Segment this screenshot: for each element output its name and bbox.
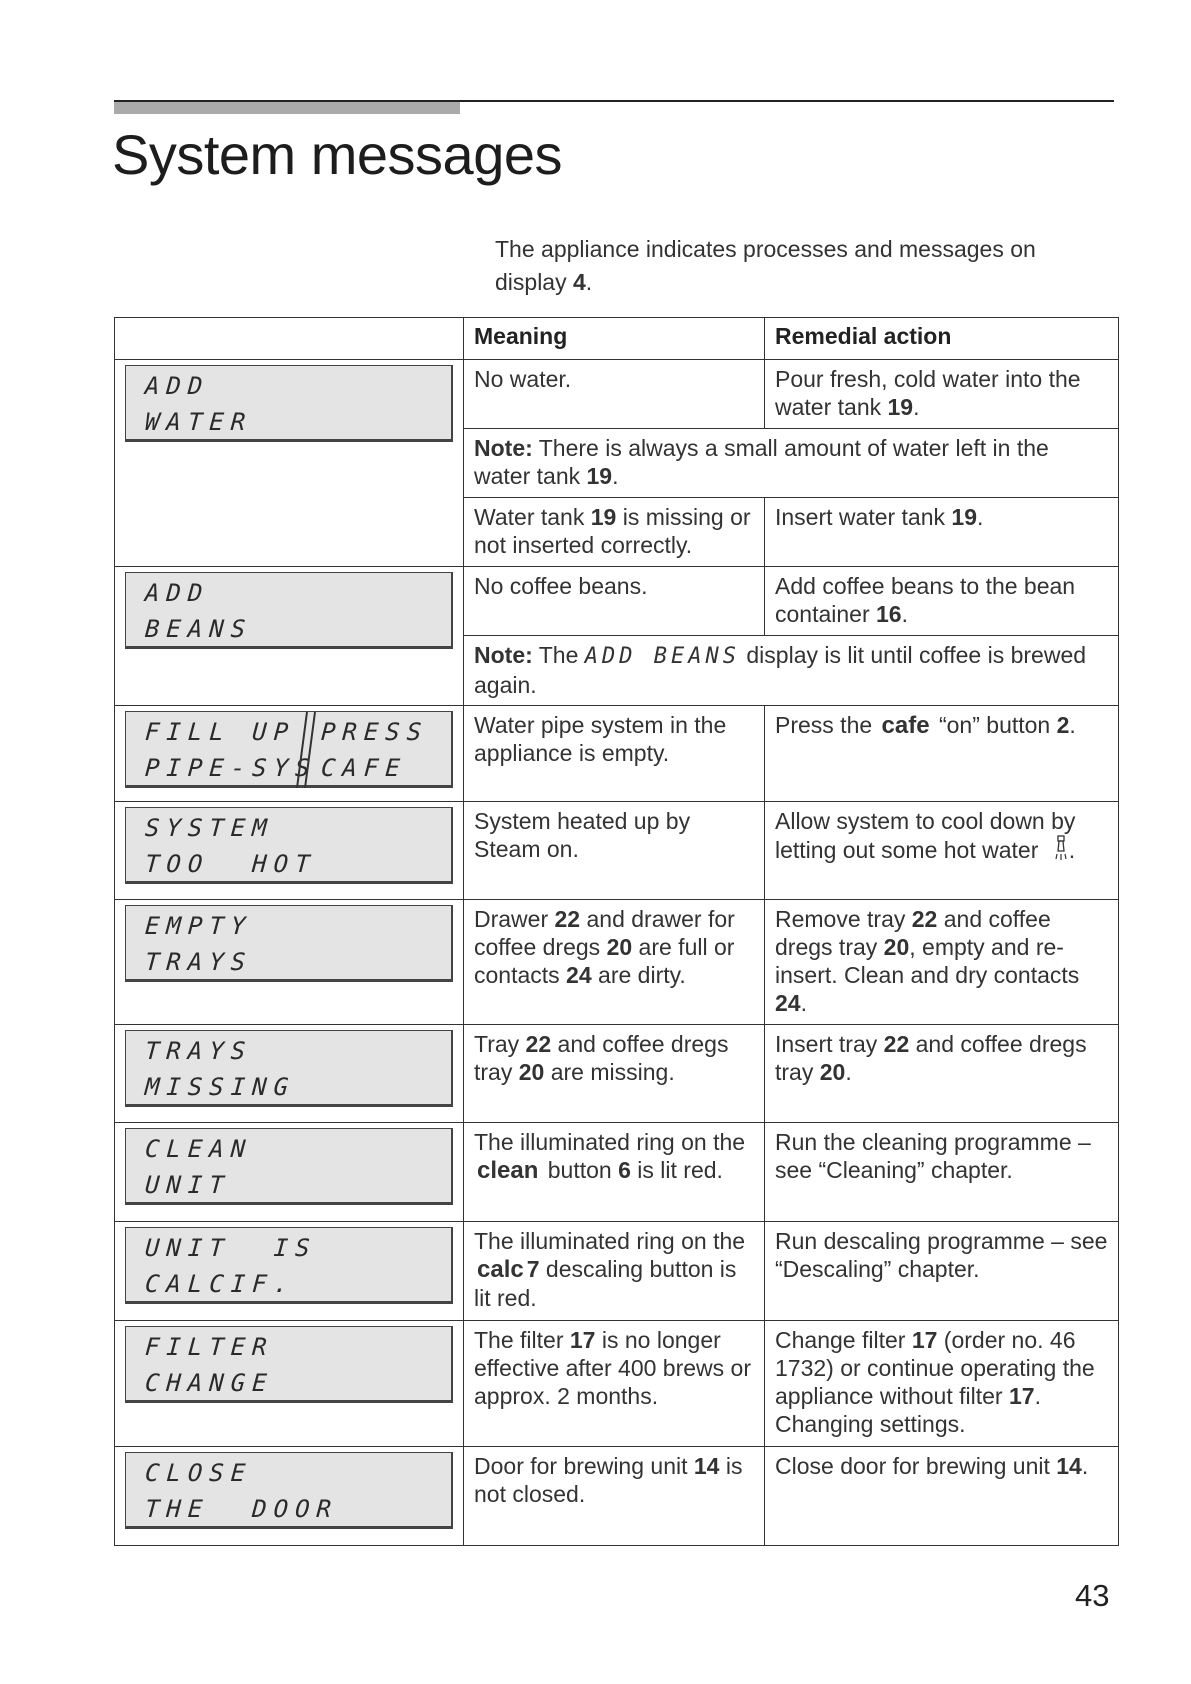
meaning-text: Drawer — [474, 906, 555, 932]
meaning-cell — [464, 1025, 765, 1123]
remedy-text: Insert water tank — [775, 504, 952, 530]
meaning-text: Water tank — [474, 504, 591, 530]
lcd-line-1: CLOSE — [144, 1459, 254, 1487]
note-label: Note: — [474, 642, 533, 668]
intro-text-body: The appliance indicates processes and messages on display — [495, 236, 1036, 295]
meaning-text: Water pipe system in the appliance is empty. — [474, 712, 727, 766]
remedy-text-mid: , empty and re-insert. Clean and dry contacts — [775, 934, 1080, 988]
lcd-display-clean-unit — [125, 1128, 453, 1205]
display-cell — [115, 802, 464, 900]
meaning-cell — [464, 498, 765, 567]
intro-display-ref: 4 — [572, 269, 586, 295]
remedy-cell — [765, 360, 1119, 429]
ref-number: 17 — [569, 1327, 596, 1353]
meaning-text-end: is not closed. — [474, 1453, 743, 1507]
note-text-end: display is lit until coffee is brewed again. — [474, 642, 1087, 698]
meaning-cell — [464, 567, 765, 636]
ref-number: 6 — [618, 1157, 631, 1183]
clean-button-label: clean — [477, 1157, 539, 1184]
meaning-cell — [464, 706, 765, 802]
display-cell — [115, 360, 464, 567]
table-row — [115, 567, 1119, 636]
ref-number: 22 — [525, 1031, 552, 1057]
meaning-cell — [464, 360, 765, 429]
ref-number: 24 — [566, 962, 592, 988]
meaning-text-end: is lit red. — [630, 1157, 723, 1183]
remedy-text-mid: (order no. 46 1732) or continue operating the appliance without filter — [775, 1327, 1095, 1409]
lcd-display-trays-missing — [125, 1030, 453, 1107]
table-row — [115, 1123, 1119, 1222]
lcd-display-empty-trays — [125, 905, 453, 982]
ref-number: 24 — [775, 990, 801, 1016]
display-cell — [115, 567, 464, 706]
meaning-cell — [464, 1321, 765, 1447]
meaning-text-mid: and coffee dregs tray — [474, 1031, 729, 1085]
meaning-text-end: descaling button is lit red. — [474, 1256, 737, 1311]
cafe-button-label: cafe — [881, 712, 930, 739]
lcd-display-fill-up — [125, 711, 453, 788]
lcd-line-2-right: CAFE — [320, 754, 408, 782]
ref-number: 19 — [887, 394, 914, 420]
display-cell — [115, 900, 464, 1025]
ref-number: 14 — [1056, 1453, 1082, 1479]
remedy-text-end: . — [800, 990, 807, 1016]
remedy-cell — [765, 706, 1119, 802]
ref-number: 14 — [693, 1453, 720, 1479]
remedy-text: Close door for brewing unit — [775, 1453, 1057, 1479]
remedy-cell — [765, 567, 1119, 636]
ref-number: 20 — [518, 1059, 545, 1085]
page-number: 43 — [1075, 1578, 1110, 1613]
meaning-text: Door for brewing unit — [474, 1453, 694, 1479]
meaning-text-end: is missing or not inserted correctly. — [474, 504, 751, 558]
lcd-line-1: FILTER — [144, 1333, 275, 1361]
header-rule — [114, 100, 1114, 102]
meaning-cell — [464, 900, 765, 1025]
meaning-text: The filter — [474, 1327, 570, 1353]
intro-text-end: . — [585, 269, 593, 295]
remedy-text-mid: and coffee dregs tray — [775, 906, 1051, 960]
table-row — [115, 1447, 1119, 1546]
remedy-text: Add coffee beans to the bean container — [775, 573, 1076, 627]
ref-number: 22 — [911, 906, 938, 932]
lcd-separator-icon — [291, 710, 321, 790]
lcd-line-1: FILL UP — [144, 718, 297, 746]
remedy-cell — [765, 1222, 1119, 1321]
table-row — [115, 1321, 1119, 1447]
note-label: Note: — [474, 435, 533, 461]
calc-button-label: calc — [477, 1256, 524, 1283]
lcd-line-2: PIPE-SYS — [144, 754, 318, 782]
ref-number: 19 — [951, 504, 978, 530]
display-cell — [115, 1321, 464, 1447]
lcd-display-filter-change — [125, 1326, 453, 1403]
lcd-display-close-door — [125, 1452, 453, 1529]
note-lcd-text: ADD BEANS — [584, 644, 740, 669]
ref-number: 20 — [606, 934, 633, 960]
remedy-text-end: . — [845, 1059, 852, 1085]
display-cell — [115, 1025, 464, 1123]
meaning-text-end: are dirty. — [591, 962, 686, 988]
ref-number: 19 — [586, 463, 613, 489]
hot-water-icon — [1053, 835, 1069, 861]
meaning-text: No water. — [474, 366, 572, 392]
remedy-text: Remove tray — [775, 906, 912, 932]
meaning-cell — [464, 802, 765, 900]
header-remedy: Remedial action — [765, 318, 1119, 360]
lcd-line-1: UNIT IS — [144, 1234, 318, 1262]
remedy-text-end: . — [1069, 712, 1076, 738]
remedy-text: Press the — [775, 712, 879, 738]
remedy-cell — [765, 900, 1119, 1025]
lcd-line-2: TOO HOT — [144, 850, 318, 878]
table-row — [115, 802, 1119, 900]
lcd-line-2: CHANGE — [144, 1369, 275, 1397]
lcd-display-system-too-hot — [125, 807, 453, 884]
display-cell — [115, 706, 464, 802]
lcd-display-add-beans — [125, 572, 453, 649]
meaning-text: System heated up by Steam on. — [474, 808, 691, 862]
lcd-display-unit-calcif — [125, 1227, 453, 1304]
lcd-line-2: BEANS — [144, 615, 254, 643]
ref-number: 17 — [911, 1327, 938, 1353]
table-row — [115, 900, 1119, 1025]
remedy-text-end: . — [1081, 1453, 1089, 1479]
display-cell — [115, 1222, 464, 1321]
header-display — [115, 318, 464, 360]
remedy-text-end: . Changing settings. — [775, 1383, 1041, 1437]
remedy-text: Allow system to cool down by letting out some hot water — [775, 808, 1076, 863]
remedy-cell — [765, 1447, 1119, 1546]
meaning-cell — [464, 1222, 765, 1321]
meaning-cell — [464, 1447, 765, 1546]
remedy-text-mid: and coffee dregs tray — [775, 1031, 1087, 1085]
lcd-line-1: ADD — [144, 372, 211, 400]
lcd-line-2: TRAYS — [144, 948, 254, 976]
lcd-line-1: TRAYS — [144, 1037, 254, 1065]
note-text: The — [532, 642, 585, 668]
meaning-text: Tray — [474, 1031, 526, 1057]
lcd-line-2: THE DOOR — [144, 1495, 340, 1523]
display-cell — [115, 1123, 464, 1222]
remedy-cell: Allow system to cool down by letting out some hot water . — [765, 802, 1119, 900]
header-accent-bar — [114, 101, 460, 114]
meaning-text-mid: are full or contacts — [474, 934, 735, 988]
meaning-text: The illuminated ring on the — [474, 1129, 746, 1155]
note-text-end: . — [612, 463, 619, 489]
page-title: System messages — [112, 123, 562, 186]
table-row — [115, 1025, 1119, 1123]
lcd-display-add-water — [125, 365, 453, 442]
note-cell — [464, 636, 1119, 706]
remedy-cell — [765, 498, 1119, 567]
table-row — [115, 1222, 1119, 1321]
lcd-line-2: CALCIF. — [144, 1270, 297, 1298]
intro-text — [495, 233, 1055, 299]
ref-number: 22 — [554, 906, 581, 932]
lcd-line-1: SYSTEM — [144, 814, 275, 842]
ref-number: 16 — [876, 601, 902, 627]
meaning-text-mid: and drawer for coffee dregs — [474, 906, 735, 960]
ref-number: 22 — [883, 1031, 910, 1057]
lcd-line-1-right: PRESS — [320, 718, 430, 746]
lcd-line-1: ADD — [144, 579, 211, 607]
remedy-text-end: . — [977, 504, 984, 530]
ref-number: 7 — [526, 1256, 540, 1282]
ref-number: 20 — [819, 1059, 846, 1085]
remedy-text: Pour fresh, cold water into the water tank — [775, 366, 1081, 420]
remedy-text-end: . — [913, 394, 920, 420]
lcd-line-1: CLEAN — [144, 1135, 254, 1163]
ref-number: 17 — [1008, 1383, 1035, 1409]
table-row — [115, 706, 1119, 802]
lcd-line-1: EMPTY — [144, 912, 254, 940]
display-cell — [115, 1447, 464, 1546]
remedy-text-end: . — [901, 601, 908, 627]
remedy-cell — [765, 1123, 1119, 1222]
ref-number: 2 — [1056, 712, 1070, 738]
lcd-line-2: UNIT — [144, 1171, 232, 1199]
table-header-row — [115, 318, 1119, 360]
meaning-text-end: are missing. — [544, 1059, 675, 1085]
meaning-text: No coffee beans. — [474, 573, 648, 599]
note-text: There is always a small amount of water left in the water tank — [474, 435, 1049, 489]
note-cell — [464, 429, 1119, 498]
lcd-line-2: WATER — [144, 408, 254, 436]
remedy-text-mid: “on” button — [932, 712, 1057, 738]
lcd-line-2: MISSING — [144, 1073, 297, 1101]
remedy-text: Run the cleaning programme – see “Cleaning” chapter. — [775, 1129, 1091, 1183]
table-row — [115, 360, 1119, 429]
meaning-text-end: is no longer effective after 400 brews or approx. 2 months. — [474, 1327, 751, 1409]
lcd-right-panel — [321, 714, 428, 786]
remedy-text: Insert tray — [775, 1031, 884, 1057]
remedy-text: Change filter — [775, 1327, 912, 1353]
ref-number: 20 — [883, 934, 910, 960]
header-meaning: Meaning — [464, 318, 765, 360]
ref-number: 19 — [590, 504, 617, 530]
remedy-cell — [765, 1321, 1119, 1447]
meaning-text: The illuminated ring on the — [474, 1228, 746, 1254]
meaning-cell — [464, 1123, 765, 1222]
system-messages-table — [114, 317, 1119, 1546]
remedy-text: Run descaling programme – see “Descaling” chapter. — [775, 1228, 1108, 1282]
meaning-text-mid: button — [541, 1157, 619, 1183]
remedy-cell — [765, 1025, 1119, 1123]
